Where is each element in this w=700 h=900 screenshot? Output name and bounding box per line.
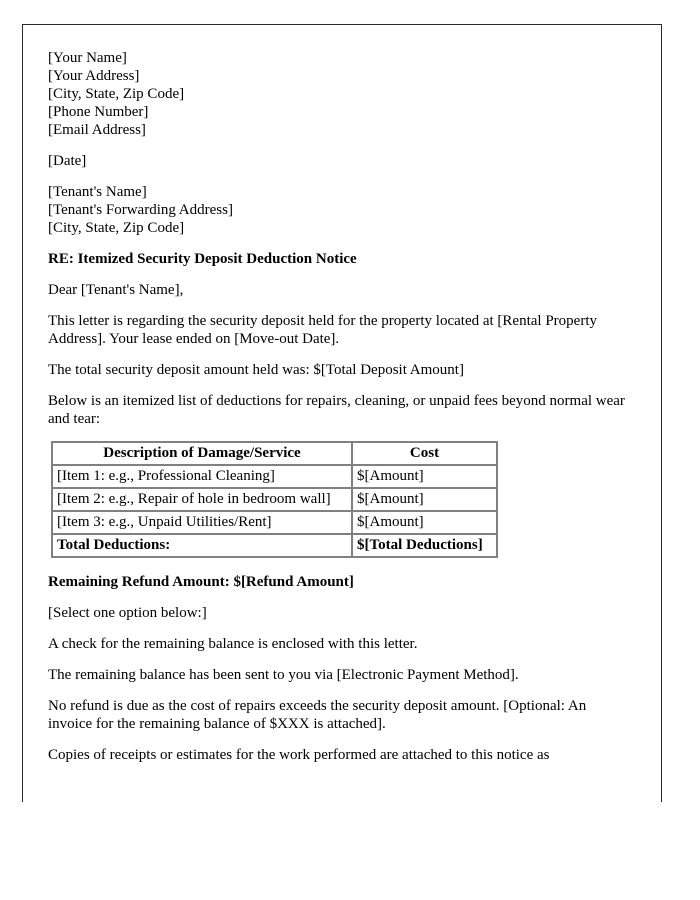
sender-name: [Your Name]	[48, 50, 127, 66]
table-row	[52, 511, 497, 534]
table-row	[52, 488, 497, 511]
sender-street: [Your Address]	[48, 68, 140, 84]
total-deductions-value: $[Total Deductions]	[352, 534, 497, 557]
letter-body	[48, 49, 631, 777]
deduction-description: [Item 1: e.g., Professional Cleaning]	[52, 465, 352, 488]
deduction-cost: $[Amount]	[352, 511, 497, 534]
total-deductions-label: Total Deductions:	[52, 534, 352, 557]
deduction-description: [Item 3: e.g., Unpaid Utilities/Rent]	[52, 511, 352, 534]
select-option-instruction: [Select one option below:]	[48, 605, 207, 621]
letter-salutation: Dear [Tenant's Name],	[48, 282, 184, 298]
option-check-enclosed: A check for the remaining balance is enclosed with this letter.	[48, 636, 418, 652]
letter-date: [Date]	[48, 153, 87, 169]
table-header-cost: Cost	[352, 442, 497, 465]
receipts-attached-line: Copies of receipts or estimates for the work performed are attached to this notice as	[48, 747, 550, 763]
document-page	[22, 24, 662, 802]
itemization-intro: Below is an itemized list of deductions for repairs, cleaning, or unpaid fees beyond normal wear and tear:	[48, 393, 625, 427]
deposit-total-line: The total security deposit amount held was: $[Total Deposit Amount]	[48, 362, 464, 378]
recipient-name: [Tenant's Name]	[48, 184, 147, 200]
letter-subject: RE: Itemized Security Deposit Deduction Notice	[48, 251, 357, 267]
option-no-refund-due: No refund is due as the cost of repairs exceeds the security deposit amount. [Optional: An invoice for the remaining balance of $XXX is attached].	[48, 698, 587, 732]
sender-phone: [Phone Number]	[48, 104, 149, 120]
deduction-table	[51, 441, 498, 558]
table-header-description: Description of Damage/Service	[52, 442, 352, 465]
table-total-row	[52, 534, 497, 557]
recipient-city-state-zip: [City, State, Zip Code]	[48, 220, 185, 236]
intro-paragraph: This letter is regarding the security deposit held for the property located at [Rental Property Address]. Your lease ended on [Move-out Date].	[48, 313, 597, 347]
sender-address-block	[48, 49, 631, 139]
table-header-row	[52, 442, 497, 465]
recipient-forwarding-address: [Tenant's Forwarding Address]	[48, 202, 233, 218]
deduction-cost: $[Amount]	[352, 488, 497, 511]
recipient-address-block	[48, 183, 631, 237]
deduction-description: [Item 2: e.g., Repair of hole in bedroom wall]	[52, 488, 352, 511]
deduction-cost: $[Amount]	[352, 465, 497, 488]
sender-city-state-zip: [City, State, Zip Code]	[48, 86, 185, 102]
table-row	[52, 465, 497, 488]
remaining-refund-line: Remaining Refund Amount: $[Refund Amount]	[48, 574, 354, 590]
sender-email: [Email Address]	[48, 122, 146, 138]
option-electronic-payment: The remaining balance has been sent to you via [Electronic Payment Method].	[48, 667, 519, 683]
